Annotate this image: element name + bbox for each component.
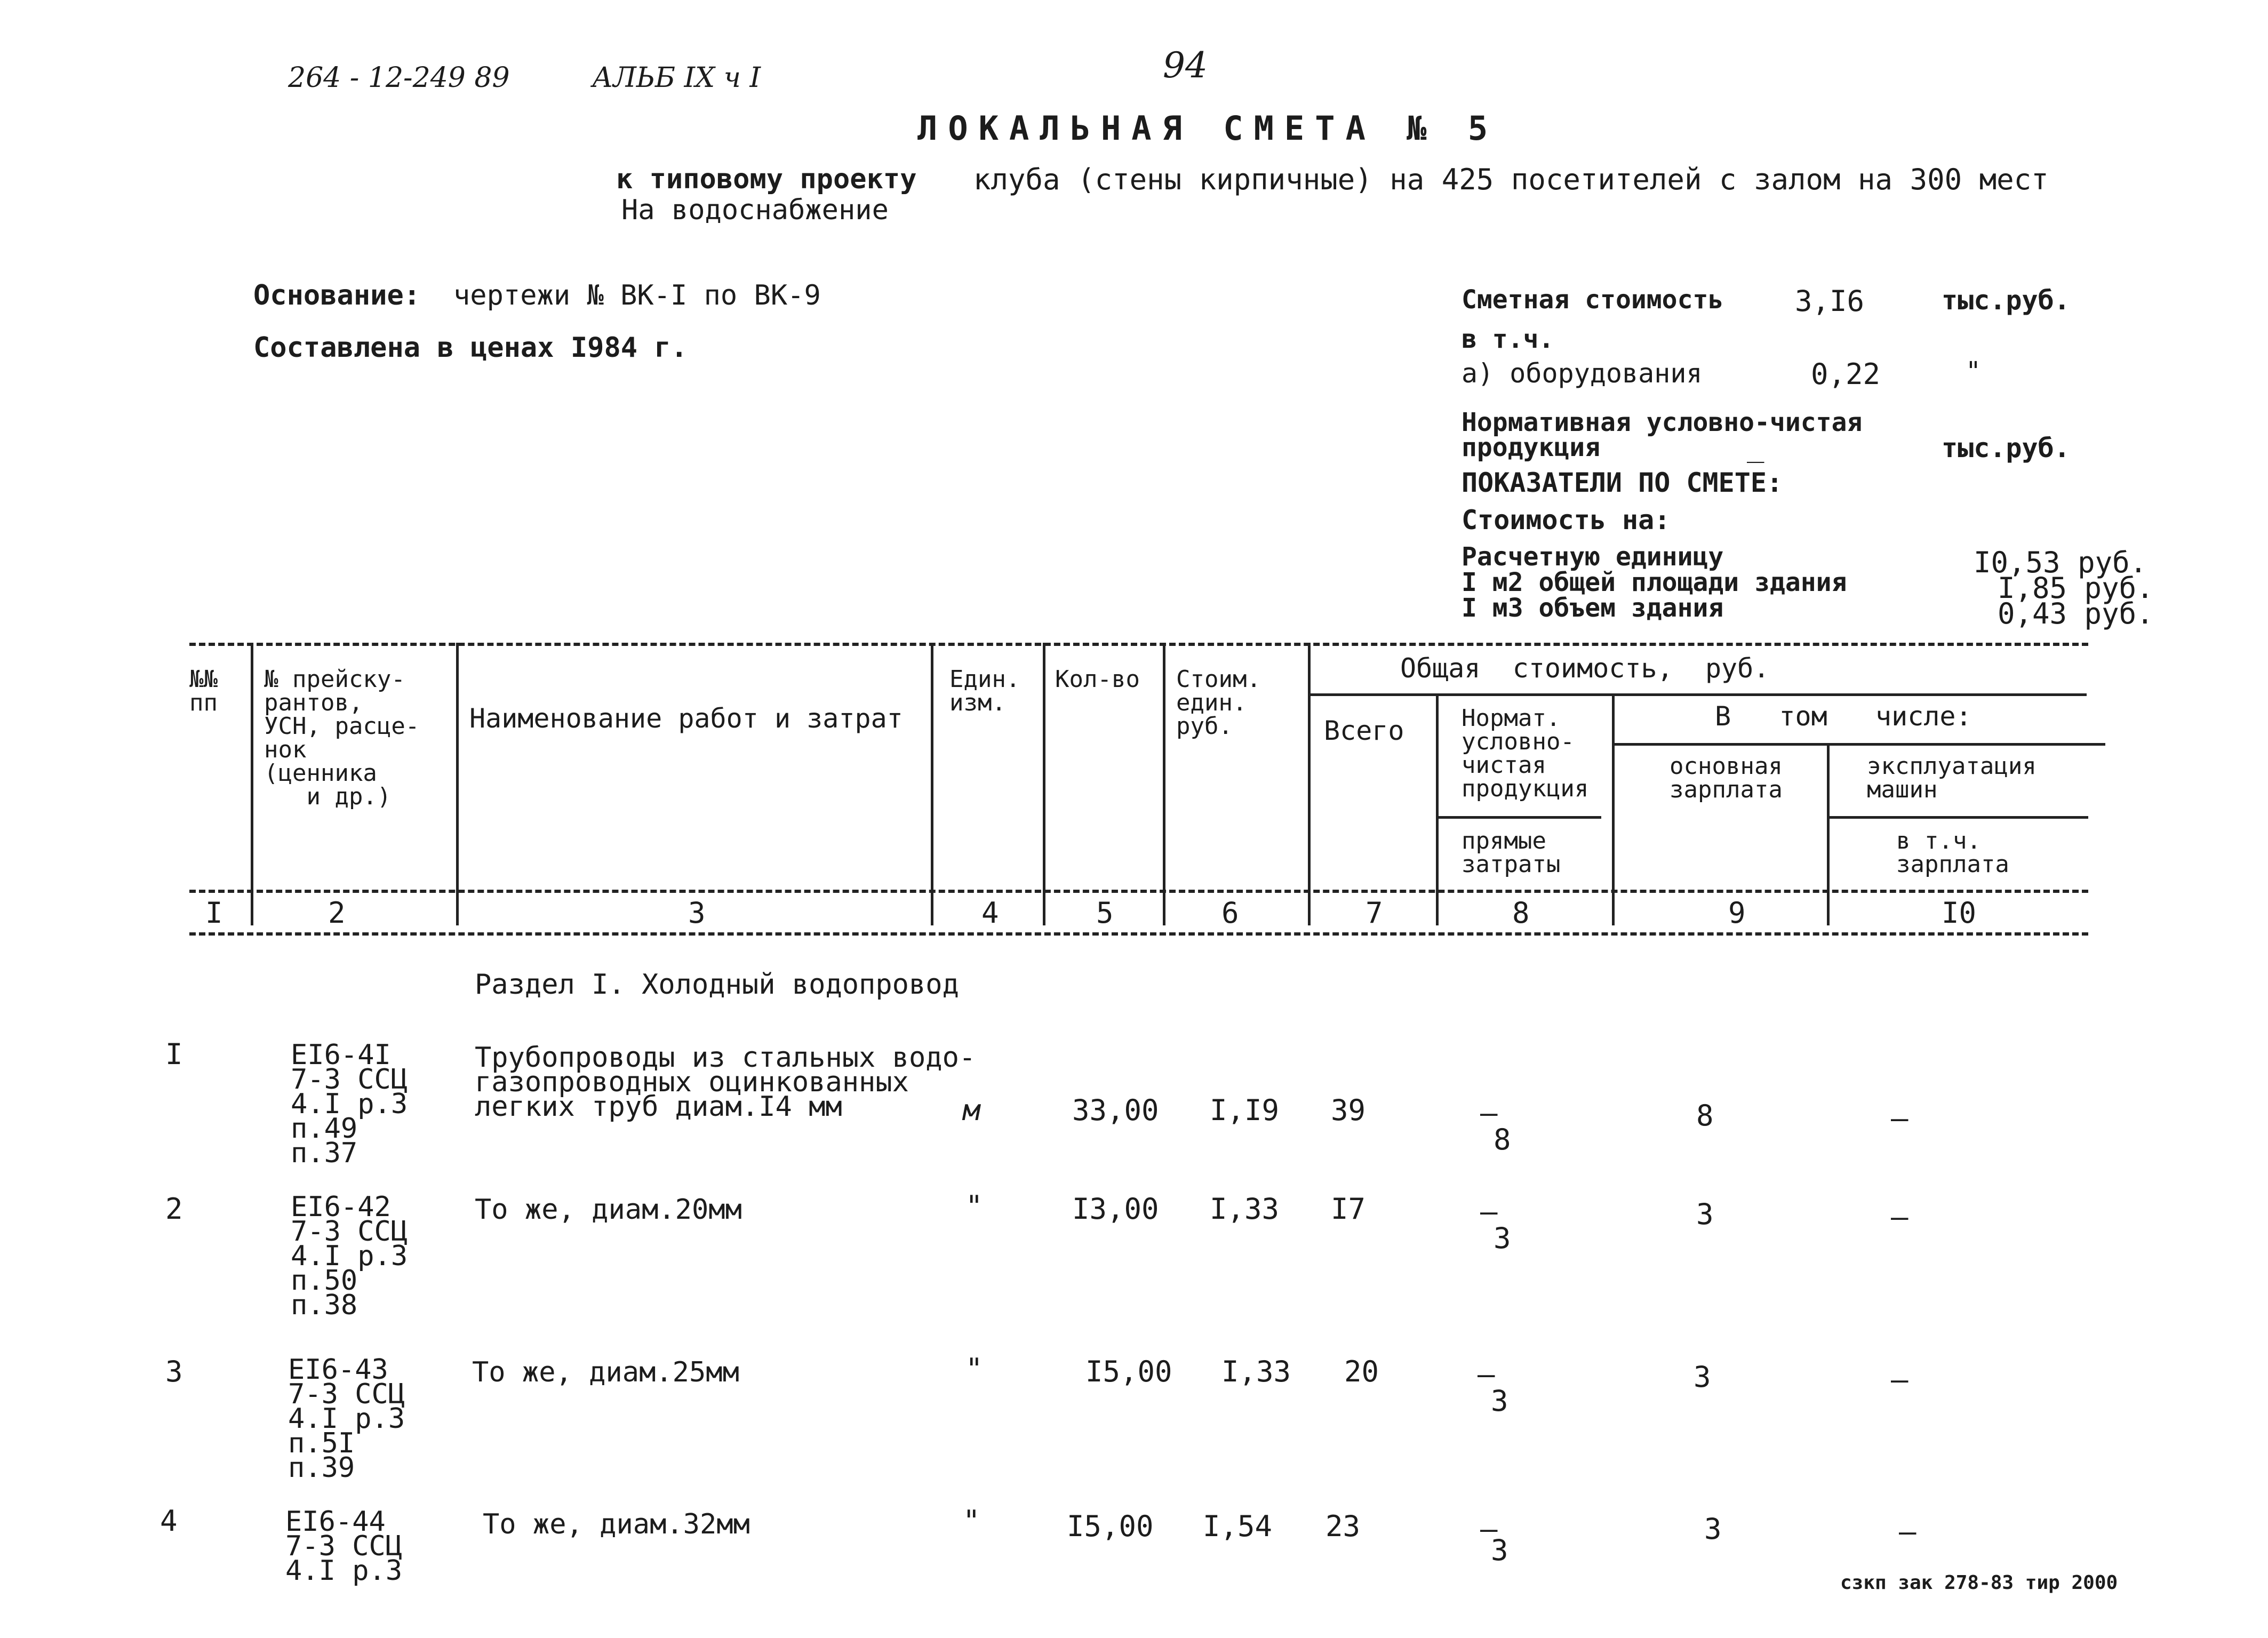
row-base-wage: 3 xyxy=(1704,1512,1722,1546)
norm-line2: продукция xyxy=(1462,433,1601,462)
equipment-label: а) оборудования xyxy=(1462,358,1703,389)
column-number: 7 xyxy=(1365,896,1383,930)
header-direct-costs: прямые затраты xyxy=(1462,827,1561,878)
group-rule xyxy=(1612,743,2105,746)
document-title: ЛОКАЛЬНАЯ СМЕТА № 5 xyxy=(917,109,1499,148)
equipment-value: 0,22 xyxy=(1811,357,1881,391)
group-rule xyxy=(1827,816,2088,819)
row-price-code: ЕI6-42 7-3 ССЦ 4.I р.3 п.50 п.38 xyxy=(291,1191,408,1321)
row-quantity: I5,00 xyxy=(1067,1509,1154,1543)
project-description: клуба (стены кирпичные) на 425 посетителей с залом на 300 мест xyxy=(973,163,2049,196)
numbers-bottom-rule xyxy=(189,932,2088,936)
row-quantity: I5,00 xyxy=(1085,1355,1172,1388)
row-machine-use: – xyxy=(1891,1101,1908,1135)
row-total: 39 xyxy=(1331,1093,1366,1127)
row-base-wage: 8 xyxy=(1696,1099,1714,1132)
indicator-value: 0,43 руб. xyxy=(1998,597,2154,630)
column-number: 3 xyxy=(688,896,706,930)
group-rule xyxy=(1308,693,2087,696)
column-number: 5 xyxy=(1096,896,1114,930)
header-total-group: Общая стоимость, руб. xyxy=(1400,653,1770,684)
row-work-name: То же, диам.25мм xyxy=(472,1356,739,1388)
project-subject: На водоснабжение xyxy=(621,194,889,226)
row-unit: " xyxy=(965,1189,983,1223)
row-base-wage: 3 xyxy=(1694,1360,1711,1394)
indicator-label: I м3 объем здания xyxy=(1462,593,1724,623)
row-norm-product: – xyxy=(1478,1357,1495,1391)
row-machine-use: – xyxy=(1891,1200,1908,1234)
row-unit-cost: I,33 xyxy=(1221,1355,1291,1388)
column-divider xyxy=(456,643,459,925)
row-price-code: ЕI6-4I 7-3 ССЦ 4.I р.3 п.49 п.37 xyxy=(291,1039,408,1169)
indicator-label: I м2 общей площади здания xyxy=(1462,568,1847,597)
header-unit-cost: Стоим. един. руб. xyxy=(1176,666,1261,740)
equipment-unit: " xyxy=(1966,356,1981,386)
page-number: 94 xyxy=(1163,45,1208,86)
row-number: 3 xyxy=(165,1355,183,1388)
row-base-wage: 3 xyxy=(1696,1197,1714,1231)
row-unit-cost: I,I9 xyxy=(1210,1093,1280,1127)
project-prefix: к типовому проекту xyxy=(616,163,917,195)
row-direct-costs: 3 xyxy=(1491,1533,1508,1567)
column-divider xyxy=(931,643,933,925)
header-total: Всего xyxy=(1324,715,1404,746)
cost-incl: в т.ч. xyxy=(1462,324,1554,354)
column-number: 4 xyxy=(981,896,999,930)
header-incl-group: В том числе: xyxy=(1715,701,1972,732)
norm-unit: тыс.руб. xyxy=(1942,433,2070,464)
indicator-value: I,85 руб. xyxy=(1998,571,2154,605)
row-unit-cost: I,54 xyxy=(1203,1509,1273,1543)
row-norm-product: – xyxy=(1480,1512,1498,1546)
section-title: Раздел I. Холодный водопровод xyxy=(475,969,959,1001)
row-price-code: ЕI6-43 7-3 ССЦ 4.I р.3 п.5I п.39 xyxy=(288,1354,405,1484)
row-direct-costs: 8 xyxy=(1494,1123,1511,1156)
basis-label: Основание: xyxy=(253,279,421,311)
row-norm-product: – xyxy=(1480,1096,1498,1130)
cost-label: Сметная стоимость xyxy=(1462,285,1724,315)
row-machine-use: – xyxy=(1891,1363,1908,1396)
column-divider xyxy=(1163,643,1165,925)
row-quantity: I3,00 xyxy=(1072,1192,1159,1226)
norm-line1: Нормативная условно-чистая xyxy=(1462,407,1863,437)
row-number: 2 xyxy=(165,1192,183,1226)
header-unit: Един. изм. xyxy=(949,666,1020,716)
column-number: I0 xyxy=(1942,896,1977,930)
column-divider xyxy=(1308,643,1311,925)
row-total: I7 xyxy=(1331,1192,1366,1226)
row-price-code: ЕI6-44 7-3 ССЦ 4.I р.3 xyxy=(285,1506,403,1587)
column-number: 9 xyxy=(1728,896,1746,930)
header-work-name: Наименование работ и затрат xyxy=(469,703,903,734)
row-norm-product: – xyxy=(1480,1195,1498,1228)
indicator-value: I0,53 руб. xyxy=(1974,546,2147,579)
header-machine-use: эксплуатация машин xyxy=(1867,753,2037,803)
header-base-wage: основная зарплата xyxy=(1670,753,1783,803)
indicators-title: ПОКАЗАТЕЛИ ПО СМЕТЕ: xyxy=(1462,467,1783,498)
row-machine-use: – xyxy=(1899,1515,1916,1548)
row-number: 4 xyxy=(160,1504,178,1538)
handwritten-code: 264 - 12-249 89 xyxy=(288,62,510,94)
column-number: 2 xyxy=(328,896,346,930)
row-unit-cost: I,33 xyxy=(1210,1192,1280,1226)
indicators-cost-on: Стоимость на: xyxy=(1462,505,1671,536)
basis-value: чертежи № ВК-I по ВК-9 xyxy=(453,279,821,311)
row-total: 23 xyxy=(1325,1509,1361,1543)
cost-value: 3,I6 xyxy=(1795,284,1865,318)
table-top-rule xyxy=(189,643,2088,646)
column-number: 8 xyxy=(1512,896,1530,930)
row-work-name: То же, диам.20мм xyxy=(475,1194,742,1226)
header-number: №№ пп xyxy=(189,666,218,716)
basis-prices: Составлена в ценах I984 г. xyxy=(253,332,688,364)
norm-value: _ xyxy=(1747,429,1764,463)
column-number: 6 xyxy=(1221,896,1239,930)
column-divider xyxy=(251,643,253,925)
row-total: 20 xyxy=(1344,1355,1379,1388)
row-unit: " xyxy=(963,1504,980,1538)
row-number: I xyxy=(165,1037,183,1071)
row-work-name: Трубопроводы из стальных водо- газопроводных оцинкованных легких труб диам.I4 мм xyxy=(475,1042,976,1123)
row-unit: м xyxy=(963,1093,980,1127)
handwritten-album: АЛЬБ IX ч I xyxy=(592,62,761,94)
column-number: I xyxy=(205,896,223,930)
cost-unit: тыс.руб. xyxy=(1942,285,2070,316)
header-bottom-rule xyxy=(189,890,2088,893)
column-divider xyxy=(1043,643,1045,925)
print-footer: сзкп зак 278-83 тир 2000 xyxy=(1840,1572,2118,1594)
header-norm-product: Нормат. условно- чистая продукция xyxy=(1462,705,1589,802)
group-rule xyxy=(1436,816,1601,819)
header-quantity: Кол-во xyxy=(1055,666,1140,693)
header-machine-wage: в т.ч. зарплата xyxy=(1896,827,2009,878)
row-direct-costs: 3 xyxy=(1494,1221,1511,1255)
row-direct-costs: 3 xyxy=(1491,1384,1508,1418)
indicator-label: Расчетную единицу xyxy=(1462,542,1724,572)
column-divider xyxy=(1827,744,1830,925)
row-unit: " xyxy=(965,1352,983,1386)
row-quantity: 33,00 xyxy=(1072,1093,1159,1127)
row-work-name: То же, диам.32мм xyxy=(483,1508,750,1540)
header-price-code: № прейску- рантов, УСН, расце- нок (ценника и др.) xyxy=(264,666,420,810)
